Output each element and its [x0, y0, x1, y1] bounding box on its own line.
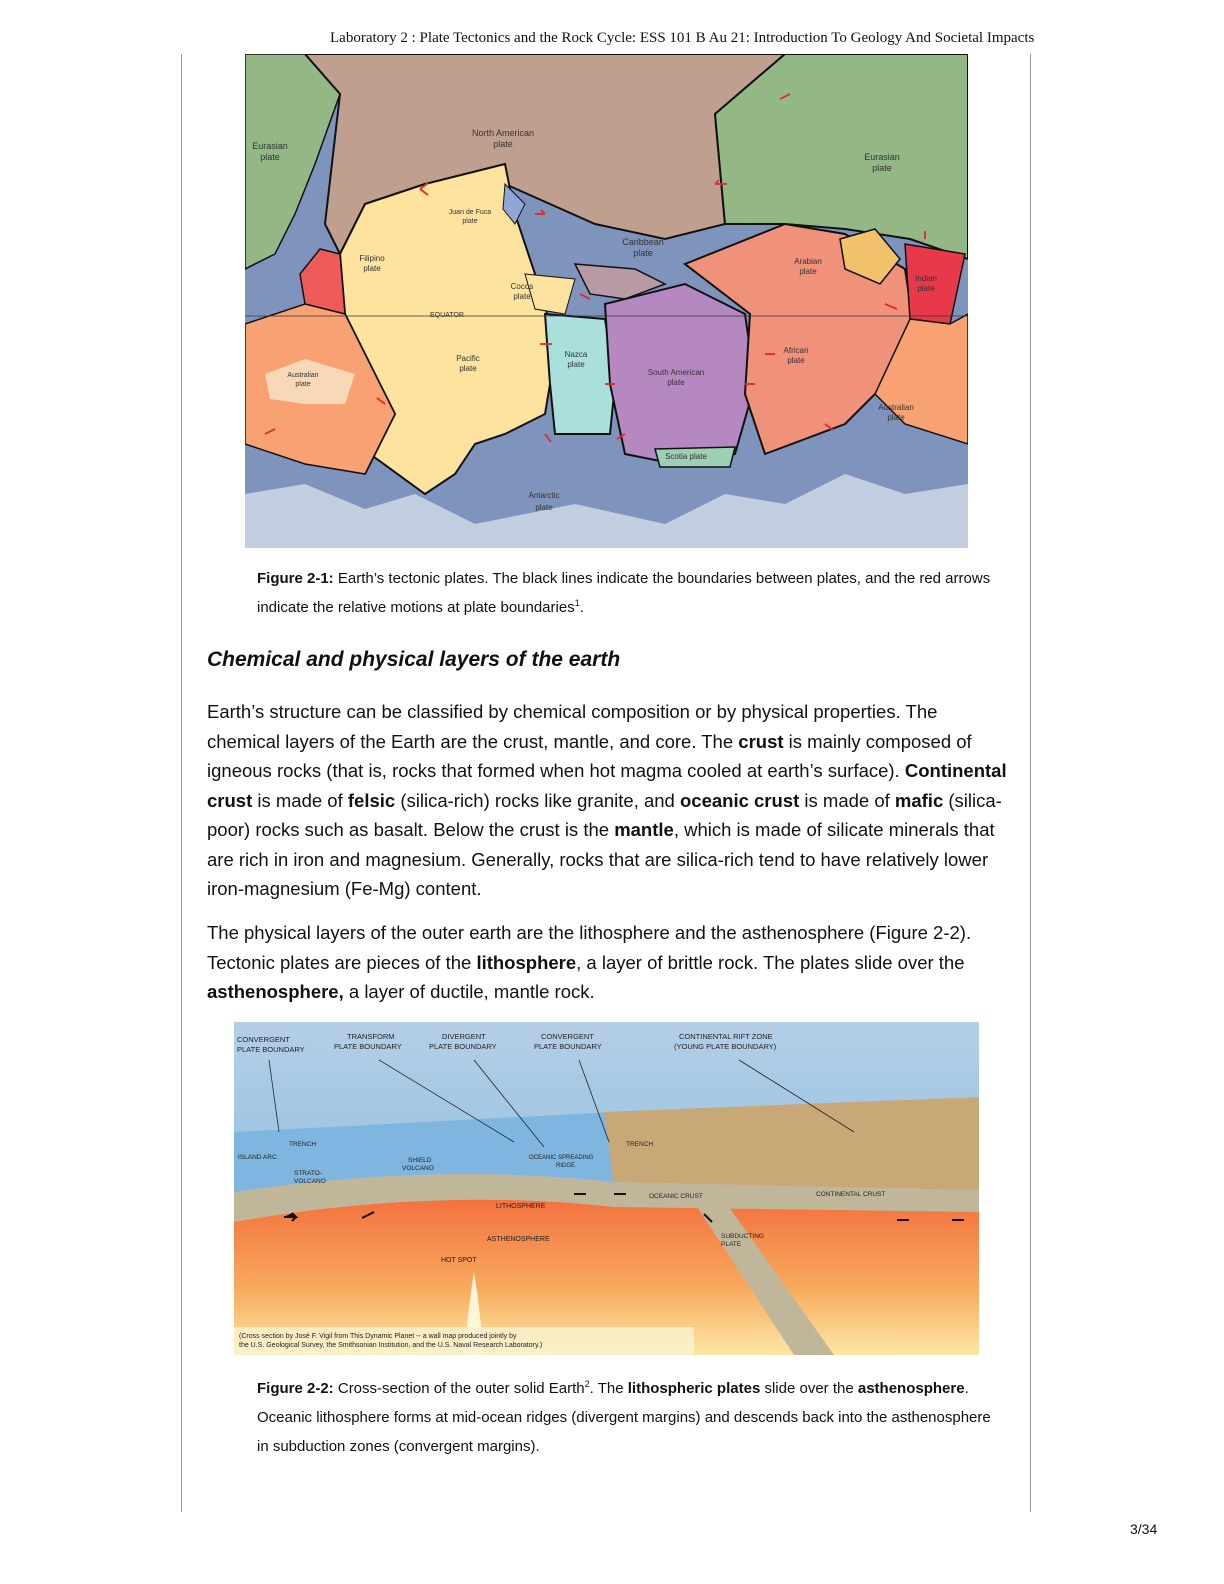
svg-text:North Americanplate: North American plate	[471, 128, 535, 149]
figure-1-caption-text: Earth’s tectonic plates. The black lines indicate the boundaries between plates, and the red arrows indicate the relative motions at plate boundaries	[257, 570, 991, 616]
svg-text:CONVERGENTPLATE BOUNDARY: CONVERGENT PLATE BOUNDARY	[237, 1035, 305, 1054]
label-hot-spot: HOT SPOT	[441, 1257, 477, 1264]
label-asthenosphere: ASTHENOSPHERE	[487, 1236, 550, 1243]
paragraph-physical-layers: The physical layers of the outer earth are the lithosphere and the asthenosphere (Figure 2-2). Tectonic plates are pieces of the lithosphere, a layer of brittle rock. The plates slide over the asthenosphere, a layer of ductile, mantle rock.	[207, 922, 972, 1002]
label-lithosphere: LITHOSPHERE	[496, 1203, 546, 1210]
label-equator: EQUATOR	[430, 312, 464, 319]
svg-text:Australianplate: Australian plate	[878, 403, 914, 422]
label-african: African	[783, 346, 809, 355]
label-convergent-2: CONVERGENT	[541, 1032, 594, 1041]
figure-1-caption-label: Figure 2-1:	[257, 570, 334, 587]
tectonic-plates-map	[245, 54, 968, 548]
svg-text:Australianplate: Australian plate	[287, 372, 319, 388]
svg-text:Nazcaplate: Nazca plate	[564, 350, 588, 369]
figure-1-caption: Figure 2-1: Earth’s tectonic plates. The black lines indicate the boundaries between plates, and the red arrows indicate the relative motions at plate boundaries$^1$.	[257, 570, 991, 616]
figure-2-footnote: 2	[584, 1379, 590, 1389]
svg-text:Filipinoplate: Filipino plate	[359, 254, 385, 273]
label-eurasian-west: Eurasian	[252, 141, 288, 151]
svg-text:Arabianplate: Arabian plate	[794, 257, 822, 276]
label-australian-east: Australian	[878, 403, 914, 412]
label-rift-zone: CONTINENTAL RIFT ZONE	[679, 1032, 773, 1041]
svg-text:Cocosplate: Cocos plate	[510, 282, 534, 301]
svg-text:Antarcticplate: Antarctic plate	[528, 491, 560, 512]
svg-text:CONVERGENTPLATE BOUNDARY: CONVERGENT PLATE BOUNDARY	[534, 1032, 602, 1051]
label-antarctic: Antarctic	[528, 491, 560, 500]
label-nazca: Nazca	[564, 350, 588, 359]
svg-text:SHIELDVOLCANO: SHIELD VOLCANO	[402, 1157, 434, 1172]
label-filipino: Filipino	[359, 254, 385, 263]
svg-text:Africanplate: African plate	[783, 346, 809, 365]
label-oceanic-crust: OCEANIC CRUST	[649, 1193, 703, 1200]
continent-surface	[604, 1097, 979, 1197]
label-trench-2: TRENCH	[626, 1141, 654, 1148]
label-juan-de-fuca: Juan de Fuca	[448, 209, 492, 216]
label-shield-volcano: SHIELD	[408, 1157, 432, 1164]
svg-text:TRANSFORMPLATE BOUNDARY: TRANSFORM PLATE BOUNDARY	[334, 1032, 402, 1051]
section-heading: Chemical and physical layers of the earth	[207, 648, 621, 671]
label-caribbean: Caribbean	[622, 237, 664, 247]
svg-text:South Americanplate: South American plate	[647, 368, 705, 387]
label-australian-west: Australian	[287, 372, 319, 379]
page-number: 3/34	[1130, 1521, 1158, 1537]
label-transform: TRANSFORM	[347, 1032, 395, 1041]
credit-box	[234, 1327, 694, 1355]
label-credit: (Cross section by José F. Vigil from This Dynamic Planet -- a wall map produced jointly by	[239, 1333, 517, 1340]
svg-text:Eurasianplate: Eurasian plate	[252, 141, 288, 162]
label-island-arc: ISLAND ARC	[238, 1154, 277, 1161]
earth-cross-section	[234, 1022, 979, 1355]
svg-text:SUBDUCTINGPLATE: SUBDUCTING PLATE	[721, 1233, 764, 1248]
svg-text:OCEANIC SPREADINGRIDGE: OCEANIC SPREADING RIDGE	[529, 1155, 594, 1169]
left-margin-rule	[181, 54, 182, 1512]
label-stratovolcano: STRATO-	[294, 1170, 322, 1177]
paragraph-chemical-layers: Earth’s structure can be classified by chemical composition or by physical properties. The chemical layers of the Earth are the crust, mantle, and core. The crust is mainly composed of igneous rocks (that is, rocks that formed when hot magma cooled at earth’s surface). Continental crust is made of felsic (silica-rich) rocks like granite, and oceanic crust is made of mafic (silica-poor) rocks such as basalt. Below the crust is the mantle, which is made of silicate minerals that are rich in iron and magnesium. Generally, rocks that are silica-rich tend to have relatively lower iron-magnesium (Fe-Mg) content.	[207, 701, 1007, 899]
label-north-american: North American	[471, 128, 535, 138]
svg-text:Juan de Fucaplate: Juan de Fuca plate	[448, 209, 492, 225]
svg-text:Indianplate: Indian plate	[915, 274, 937, 293]
svg-text:(Cross section by José F. Vigi: (Cross section by José F. Vigil from This Dynamic Planet -- a wall map produced jointly by the U.S. Geological Survey, the Smithsonian Institution, and the U.S. Naval Research Laboratory.)	[239, 1333, 543, 1349]
label-trench-1: TRENCH	[289, 1141, 317, 1148]
label-spreading-ridge: OCEANIC SPREADING	[529, 1155, 594, 1161]
label-subducting-plate: SUBDUCTING	[721, 1233, 764, 1240]
label-continental-crust: CONTINENTAL CRUST	[816, 1191, 886, 1198]
label-pacific: Pacific	[456, 354, 480, 363]
svg-text:STRATO-VOLCANO: STRATO-VOLCANO	[294, 1170, 326, 1185]
label-arabian: Arabian	[794, 257, 822, 266]
label-cocos: Cocos	[510, 282, 534, 291]
svg-text:DIVERGENTPLATE BOUNDARY: DIVERGENT PLATE BOUNDARY	[429, 1032, 497, 1051]
label-divergent: DIVERGENT	[442, 1032, 486, 1041]
svg-text:Eurasianplate: Eurasian plate	[864, 152, 900, 173]
figure-1-footnote: 1	[574, 598, 580, 608]
nazca-plate	[545, 314, 615, 434]
label-convergent-1: CONVERGENT	[237, 1035, 290, 1044]
figure-2-caption: Figure 2-2: Cross-section of the outer solid Earth$^2$. The lithospheric plates slide over the asthenosphere. Oceanic lithosphere forms at mid-ocean ridges (divergent margins) and descends back into the asthenosphere in subduction zones (convergent margins).	[257, 1379, 991, 1455]
label-south-american: South American	[647, 368, 705, 377]
svg-text:CONTINENTAL RIFT ZONE(YOUNG PL: CONTINENTAL RIFT ZONE (YOUNG PLATE BOUNDARY)	[674, 1032, 777, 1051]
right-margin-rule	[1030, 54, 1031, 1512]
label-eurasian-east: Eurasian	[864, 152, 900, 162]
figure-2-caption-label: Figure 2-2:	[257, 1380, 334, 1397]
label-indian: Indian	[915, 274, 937, 283]
svg-text:Caribbeanplate: Caribbean plate	[622, 237, 664, 258]
label-scotia: Scotia plate	[665, 452, 707, 461]
svg-text:Pacificplate: Pacific plate	[456, 354, 480, 373]
running-header: Laboratory 2 : Plate Tectonics and the Rock Cycle: ESS 101 B Au 21: Introduction To Geology And Societal Impacts	[330, 30, 1035, 46]
